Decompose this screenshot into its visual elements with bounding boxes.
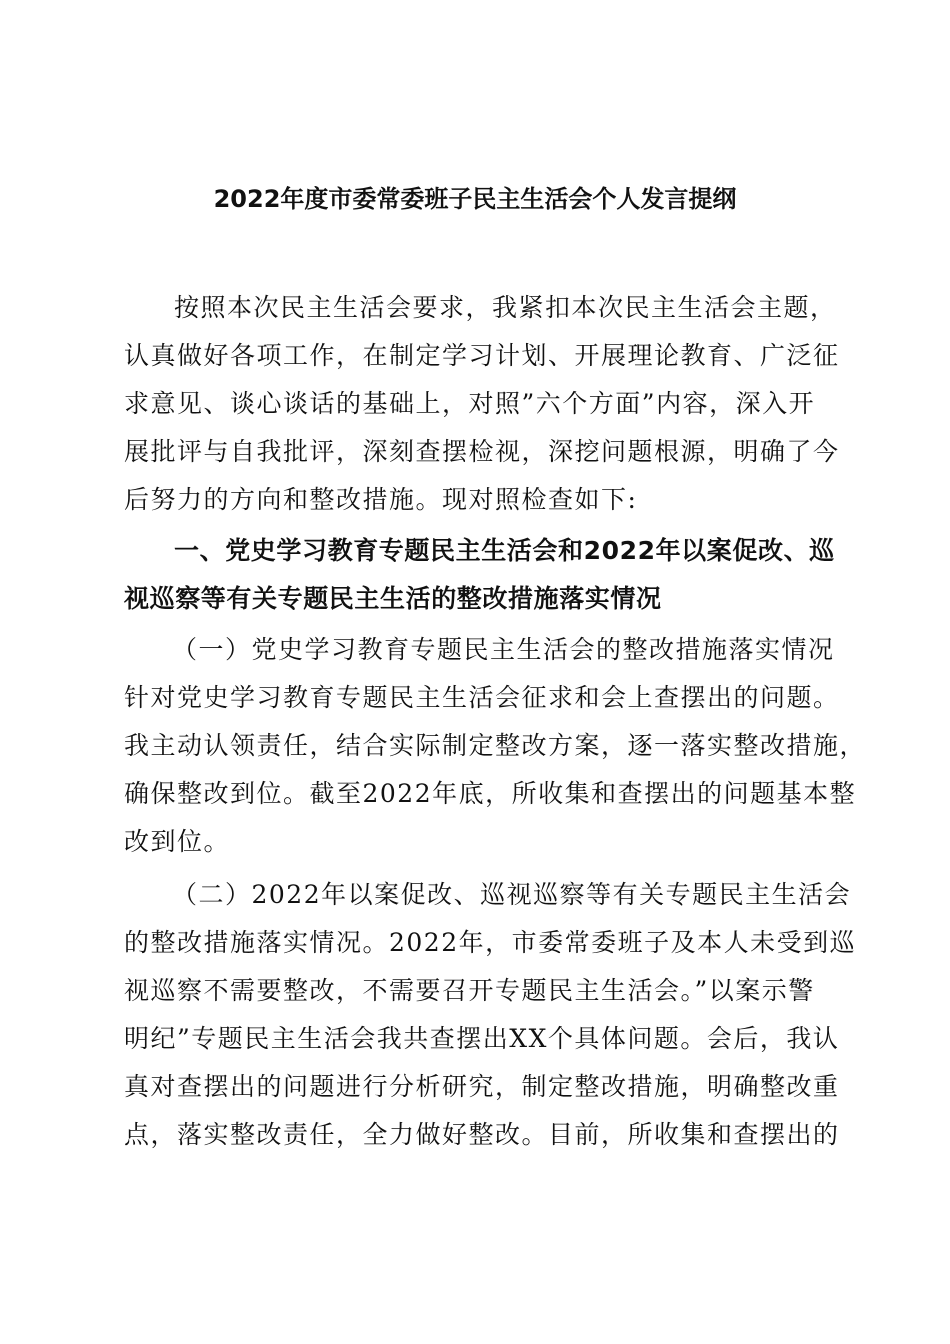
body-line: 我主动认领责任，结合实际制定整改方案，逐一落实整改措施， bbox=[124, 731, 867, 760]
body-line: 针对党史学习教育专题民主生活会征求和会上查摆出的问题。 bbox=[124, 683, 840, 712]
subsection-heading: （二）2022年以案促改、巡视巡察等有关专题民主生活会 bbox=[172, 880, 852, 909]
subsection-heading: （一）党史学习教育专题民主生活会的整改措施落实情况 bbox=[172, 635, 835, 664]
body-line: 视巡察不需要整改，不需要召开专题民主生活会。”以案示警 bbox=[124, 976, 815, 1005]
body-line: 认真做好各项工作，在制定学习计划、开展理论教育、广泛征 bbox=[124, 341, 840, 370]
body-line: 明纪”专题民主生活会我共查摆出XX个具体问题。会后，我认 bbox=[124, 1024, 840, 1053]
section-heading: 一、党史学习教育专题民主生活会和2022年以案促改、巡 bbox=[174, 536, 835, 565]
body-line: 确保整改到位。截至2022年底，所收集和查摆出的问题基本整 bbox=[124, 779, 857, 808]
body-line: 的整改措施落实情况。2022年，市委常委班子及本人未受到巡 bbox=[124, 928, 857, 957]
body-line: 展批评与自我批评，深刻查摆检视，深挖问题根源，明确了今 bbox=[124, 437, 840, 466]
body-line: 求意见、谈心谈话的基础上，对照”六个方面”内容，深入开 bbox=[124, 389, 816, 418]
body-line: 真对查摆出的问题进行分析研究，制定整改措施，明确整改重 bbox=[124, 1072, 840, 1101]
body-line: 按照本次民主生活会要求，我紧扣本次民主生活会主题， bbox=[174, 293, 837, 322]
document-title: 2022年度市委常委班子民主生活会个人发言提纲 bbox=[213, 185, 737, 213]
body-line: 后努力的方向和整改措施。现对照检查如下: bbox=[124, 485, 638, 514]
body-line: 改到位。 bbox=[124, 827, 231, 856]
section-heading: 视巡察等有关专题民主生活的整改措施落实情况 bbox=[124, 584, 662, 613]
body-line: 点，落实整改责任，全力做好整改。目前，所收集和查摆出的 bbox=[124, 1120, 840, 1149]
